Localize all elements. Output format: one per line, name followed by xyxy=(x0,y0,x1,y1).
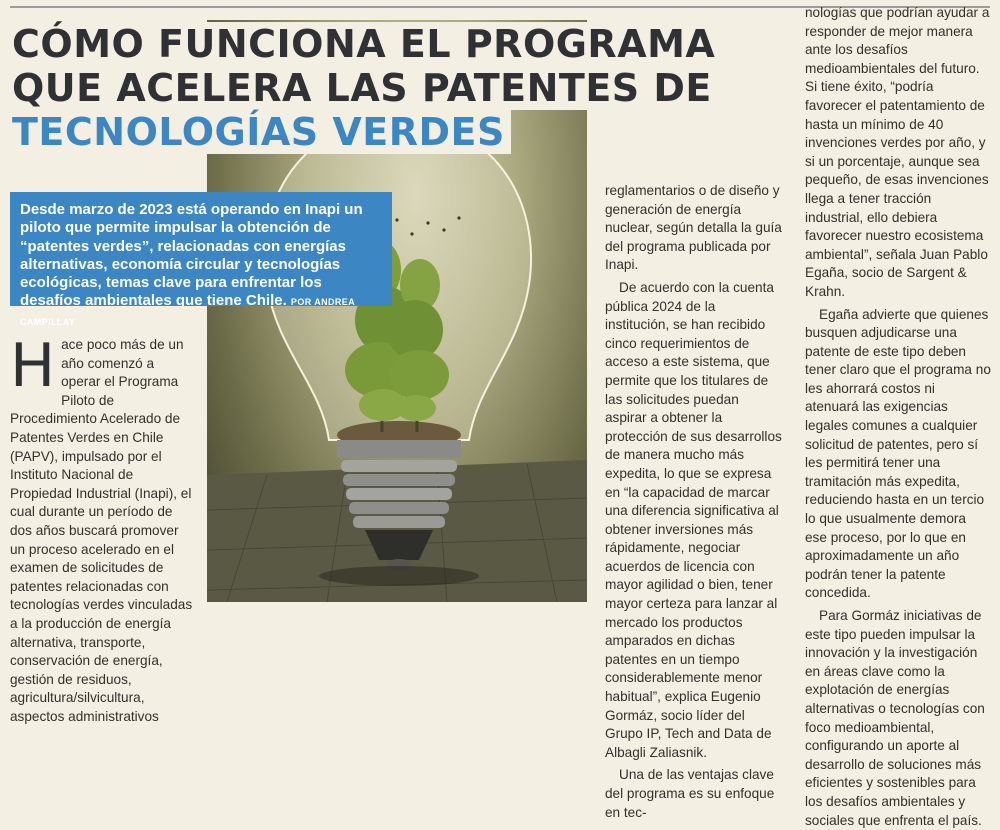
paragraph: Para Gormáz iniciativas de este tipo pueden impulsar la innovación y la investigación en áreas clave como la explotación de energías alternativas o tecnologías con foco medioambiental, configurando un aporte al desarrollo de soluciones más eficientes y sostenibles para los desafíos ambientales y sociales que enfrenta el país. xyxy=(805,608,985,828)
headline-line-2: QUE ACELERA LAS PATENTES DE xyxy=(10,66,718,110)
byline: POR ANDREA CAMPILLAY xyxy=(20,297,355,327)
lead-text: Desde marzo de 2023 está operando en Inapi un piloto que permite impulsar la obtención de “patentes verdes”, relacionadas con energías alternativas, economía circular y tecnologías ecológicas, temas clave para enfrentar los desafíos ambientales que tiene Chile. xyxy=(20,201,363,310)
article-column-1 xyxy=(10,331,197,726)
drop-cap: H xyxy=(10,331,56,401)
paragraph: reglamentarios o de diseño y generación de energía nuclear, según detalla la guía del programa publicada por Inapi. xyxy=(605,183,782,273)
headline-line-3: TECNOLOGÍAS VERDES xyxy=(10,110,511,154)
lead-box xyxy=(10,192,392,327)
paragraph: De acuerdo con la cuenta pública 2024 de la institución, se han recibido cinco requerimientos de acceso a este sistema, que permite que los titulares de las solicitudes puedan aspirar a obtener la protección de sus desarrollos de manera mucho más expedita, lo que se expresa en “la capacidad de marcar una diferencia significativa al obtener inversiones más rápidamente, negociar acuerdos de licencia con mayor agilidad o bien, tener mayor certeza para lanzar al mercado los productos amparados en dichas patentes en un tiempo considerablemente menor habitual”, explica Eugenio Gormáz, socio líder del Grupo IP, Tech and Data de Albagli Zaliasnik. xyxy=(605,279,782,760)
bulb-shadow xyxy=(319,566,479,586)
headline-line-1: CÓMO FUNCIONA EL PROGRAMA xyxy=(10,22,721,66)
article-column-2 xyxy=(605,182,783,822)
headline xyxy=(10,22,721,154)
paragraph: Una de las ventajas clave del programa es su enfoque en tec- xyxy=(605,767,775,820)
paragraph: ace poco más de un año comenzó a operar el Programa Piloto de Procedimiento Acelerado de Patentes Verdes en Chile (PAPV), impulsado por el Instituto Nacional de Propiedad Industrial (Inapi), el cual durante un período de dos años buscará promover un proceso acelerado en el examen de solicitudes de patentes relacionadas con tecnologías verdes vinculadas a la producción de energía alternativa, transporte, conservación de energía, gestión de residuos, agricultura/silvicultura, aspectos administrativos xyxy=(10,337,193,724)
article-column-3 xyxy=(805,4,991,830)
paragraph: Egaña advierte que quienes busquen adjudicarse una patente de este tipo deben tener claro que el programa no les ahorrará costos ni atenuará las exigencias legales comunes a cualquier solicitud de patentes, pero sí les permitirá tener una tramitación más expedita, reduciendo hasta en un tercio lo que usualmente demora ese proceso, por lo que en aproximadamente un año podrán tener la patente concedida. xyxy=(805,306,991,601)
paragraph: nologías que podrían ayudar a responder de mejor manera ante los desafíos medioambientales del futuro. Si tiene éxito, “podría favorecer el patentamiento de hasta un mínimo de 40 invenciones verdes por año, y si un porcentaje, aunque sea pequeño, de esas invenciones llega a tener tracción industrial, ello debiera favorecer nuestro ecosistema ambiental”, señala Juan Pablo Egaña, socio de Sargent & Krahn. xyxy=(805,5,990,299)
